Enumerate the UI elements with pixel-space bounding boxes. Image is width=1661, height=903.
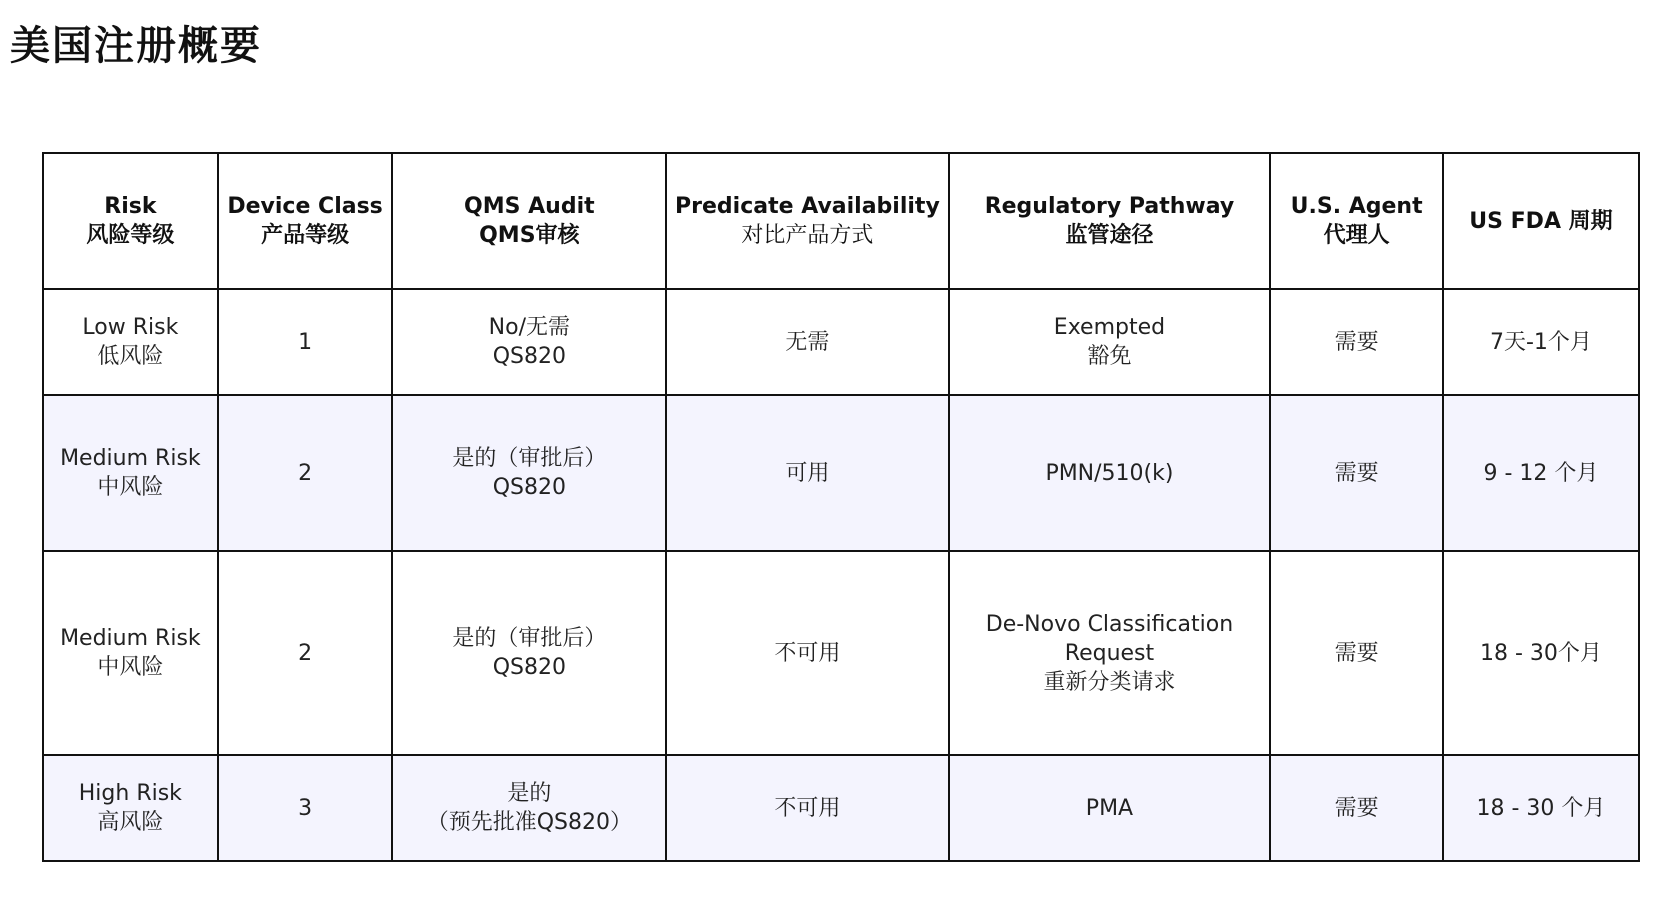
header-us-agent: [1270, 153, 1443, 289]
header-predicate-cn: 对比产品方式: [741, 223, 874, 248]
qms-line-1: 是的（审批后）: [452, 446, 607, 471]
header-predicate-en: Predicate Availability: [675, 194, 940, 219]
cell-pathway: [949, 395, 1271, 551]
cell-agent: 需要: [1270, 551, 1443, 755]
header-pathway-cn: 监管途径: [1065, 223, 1154, 248]
cell-device-class: 1: [218, 289, 393, 395]
header-risk-cn: 风险等级: [86, 223, 175, 248]
header-qms-audit-en: QMS Audit: [464, 194, 595, 219]
qms-line-1: 是的（审批后）: [452, 626, 607, 651]
cell-device-class: 2: [218, 395, 393, 551]
cell-predicate: 可用: [666, 395, 948, 551]
header-risk-en: Risk: [104, 194, 157, 219]
risk-en: Medium Risk: [60, 626, 201, 651]
header-device-class: [218, 153, 393, 289]
cell-agent: 需要: [1270, 755, 1443, 861]
qms-line-2: QS820: [492, 655, 566, 680]
qms-line-1: 是的: [507, 781, 552, 806]
table-row: [43, 551, 1639, 755]
table-row: [43, 395, 1639, 551]
qms-line-2: （预先批准QS820）: [426, 810, 632, 835]
cell-risk: [43, 395, 218, 551]
table-header-row: [43, 153, 1639, 289]
cell-predicate: 无需: [666, 289, 948, 395]
cell-qms-audit: [392, 395, 666, 551]
cell-risk: [43, 289, 218, 395]
header-device-class-cn: 产品等级: [261, 223, 350, 248]
pathway-line-1: PMN/510(k): [1045, 460, 1174, 486]
cell-cycle: 18 - 30 个月: [1443, 755, 1639, 861]
cell-qms-audit: [392, 551, 666, 755]
us-registration-summary-table: [42, 152, 1640, 862]
risk-cn: 低风险: [97, 344, 164, 369]
cell-risk: [43, 755, 218, 861]
qms-line-2: QS820: [492, 475, 566, 500]
risk-cn: 中风险: [97, 655, 164, 680]
header-fda-cycle: [1443, 153, 1639, 289]
header-qms-audit-cn: QMS审核: [479, 223, 580, 248]
qms-line-1: No/无需: [488, 315, 571, 340]
risk-cn: 高风险: [97, 810, 164, 835]
qms-line-2: QS820: [492, 344, 566, 369]
pathway-line-1: PMA: [1085, 795, 1134, 821]
cell-predicate: 不可用: [666, 755, 948, 861]
header-regulatory-pathway: [949, 153, 1271, 289]
risk-en: Low Risk: [82, 315, 179, 340]
table-row: [43, 289, 1639, 395]
cell-agent: 需要: [1270, 395, 1443, 551]
cell-cycle: 7天-1个月: [1443, 289, 1639, 395]
cell-device-class: 2: [218, 551, 393, 755]
header-pathway-en: Regulatory Pathway: [984, 194, 1235, 219]
cell-qms-audit: [392, 755, 666, 861]
header-device-class-en: Device Class: [227, 194, 383, 219]
header-agent-en: U.S. Agent: [1290, 194, 1423, 219]
header-agent-cn: 代理人: [1323, 223, 1390, 248]
header-qms-audit: [392, 153, 666, 289]
header-cycle-en: US FDA 周期: [1469, 208, 1613, 234]
header-risk: [43, 153, 218, 289]
header-predicate-availability: [666, 153, 948, 289]
pathway-line-1: De-Novo Classification: [985, 611, 1234, 637]
cell-pathway: [949, 755, 1271, 861]
cell-cycle: 9 - 12 个月: [1443, 395, 1639, 551]
cell-agent: 需要: [1270, 289, 1443, 395]
pathway-line-2: Request: [1064, 640, 1155, 666]
risk-en: Medium Risk: [60, 446, 201, 471]
pathway-line-3: 重新分类请求: [1043, 669, 1176, 695]
table-row: [43, 755, 1639, 861]
risk-cn: 中风险: [97, 475, 164, 500]
cell-pathway: [949, 289, 1271, 395]
cell-risk: [43, 551, 218, 755]
risk-en: High Risk: [78, 781, 182, 806]
cell-pathway: [949, 551, 1271, 755]
cell-device-class: 3: [218, 755, 393, 861]
page-title: 美国注册概要: [10, 23, 262, 69]
pathway-line-3: 豁免: [1087, 344, 1132, 369]
cell-qms-audit: [392, 289, 666, 395]
pathway-line-1: Exempted: [1053, 315, 1166, 340]
cell-predicate: 不可用: [666, 551, 948, 755]
cell-cycle: 18 - 30个月: [1443, 551, 1639, 755]
